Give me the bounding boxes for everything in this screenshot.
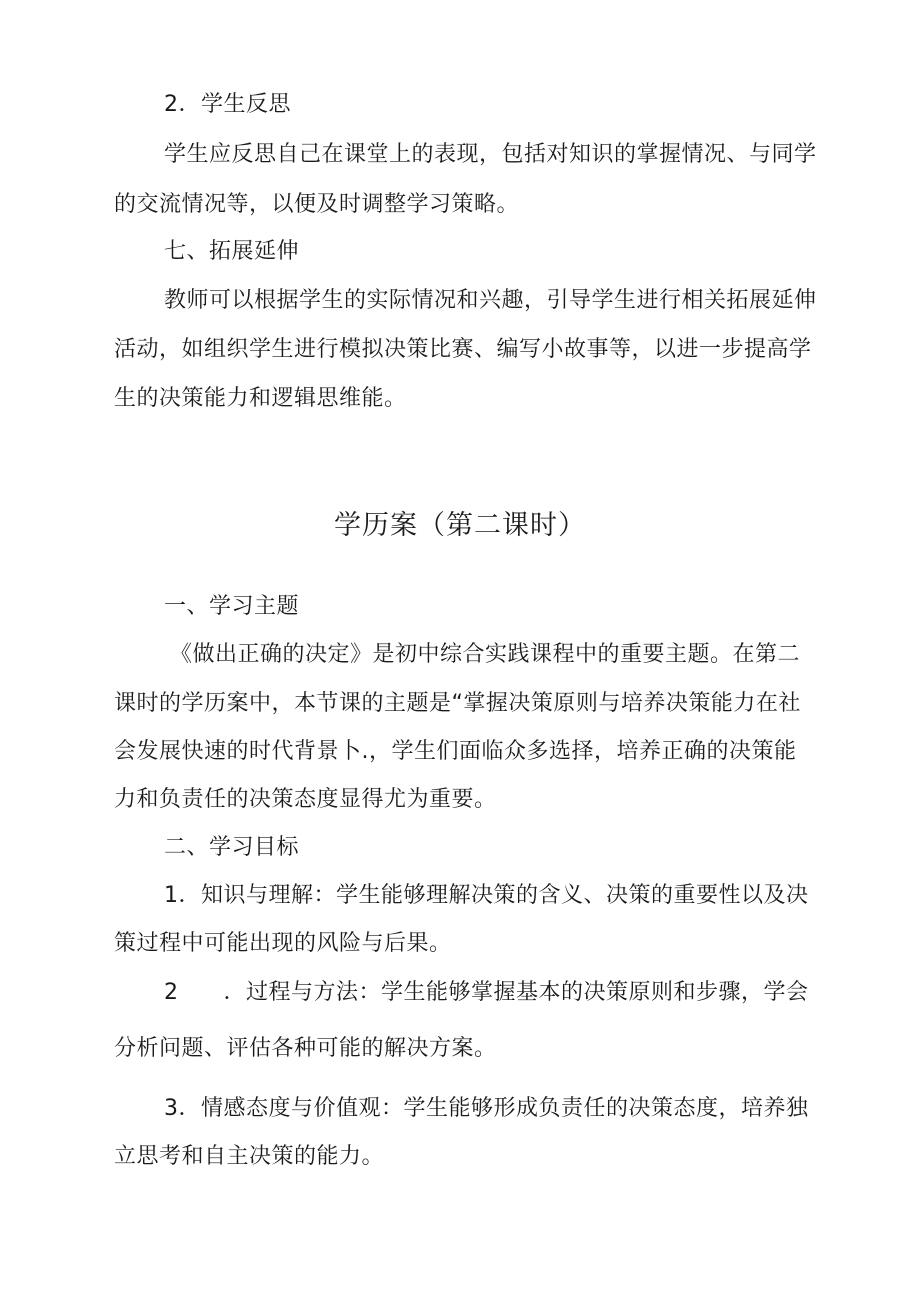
- reflection-heading: 2．学生反思: [164, 92, 291, 117]
- goal-item-line: 立思考和自主决策的能力。: [114, 1144, 385, 1169]
- extension-body-line: 活动，如组织学生进行模拟决策比赛、编写小故事等，以进一步提高学: [114, 337, 812, 362]
- topic-body-line: 会发展快速的时代背景卜.，学生们面临众多选择，培养正确的决策能: [114, 739, 797, 764]
- extension-heading: 七、拓展延伸: [164, 239, 300, 264]
- reflection-body-line: 的交流情况等，以便及时调整学习策略。: [114, 192, 520, 217]
- topic-body-line: 《做出正确的决定》是初中综合实践课程中的重要主题。在第二: [170, 642, 801, 667]
- goal-item-line: 2 ．过程与方法：学生能够掌握基本的决策原则和步骤，学会: [164, 980, 809, 1005]
- topic-body-line: 力和负责任的决策态度显得尤为重要。: [114, 787, 497, 812]
- reflection-body-line: 学生应反思自己在课堂上的表现，包括对知识的掌握情况、与同学: [164, 142, 817, 167]
- extension-body-line: 生的决策能力和逻辑思维能。: [114, 386, 407, 411]
- goal-item-line: 策过程中可能出现的风险与后果。: [114, 931, 452, 956]
- goal-item-line: 3．情感态度与价值观：学生能够形成负责任的决策态度，培养独: [164, 1096, 809, 1121]
- goals-heading: 二、学习目标: [164, 835, 300, 860]
- page-title: 学历案（第二课时）: [334, 510, 586, 541]
- goal-item-line: 分析问题、评估各种可能的解决方案。: [114, 1036, 497, 1061]
- goal-item-line: 1．知识与理解：学生能够理解决策的含义、决策的重要性以及决: [164, 883, 809, 908]
- topic-body-line: 课时的学历案中，本节课的主题是“掌握决策原则与培养决策能力在社: [114, 691, 801, 716]
- extension-body-line: 教师可以根据学生的实际情况和兴趣，引导学生进行相关拓展延伸: [164, 288, 817, 313]
- topic-heading: 一、学习主题: [164, 594, 300, 619]
